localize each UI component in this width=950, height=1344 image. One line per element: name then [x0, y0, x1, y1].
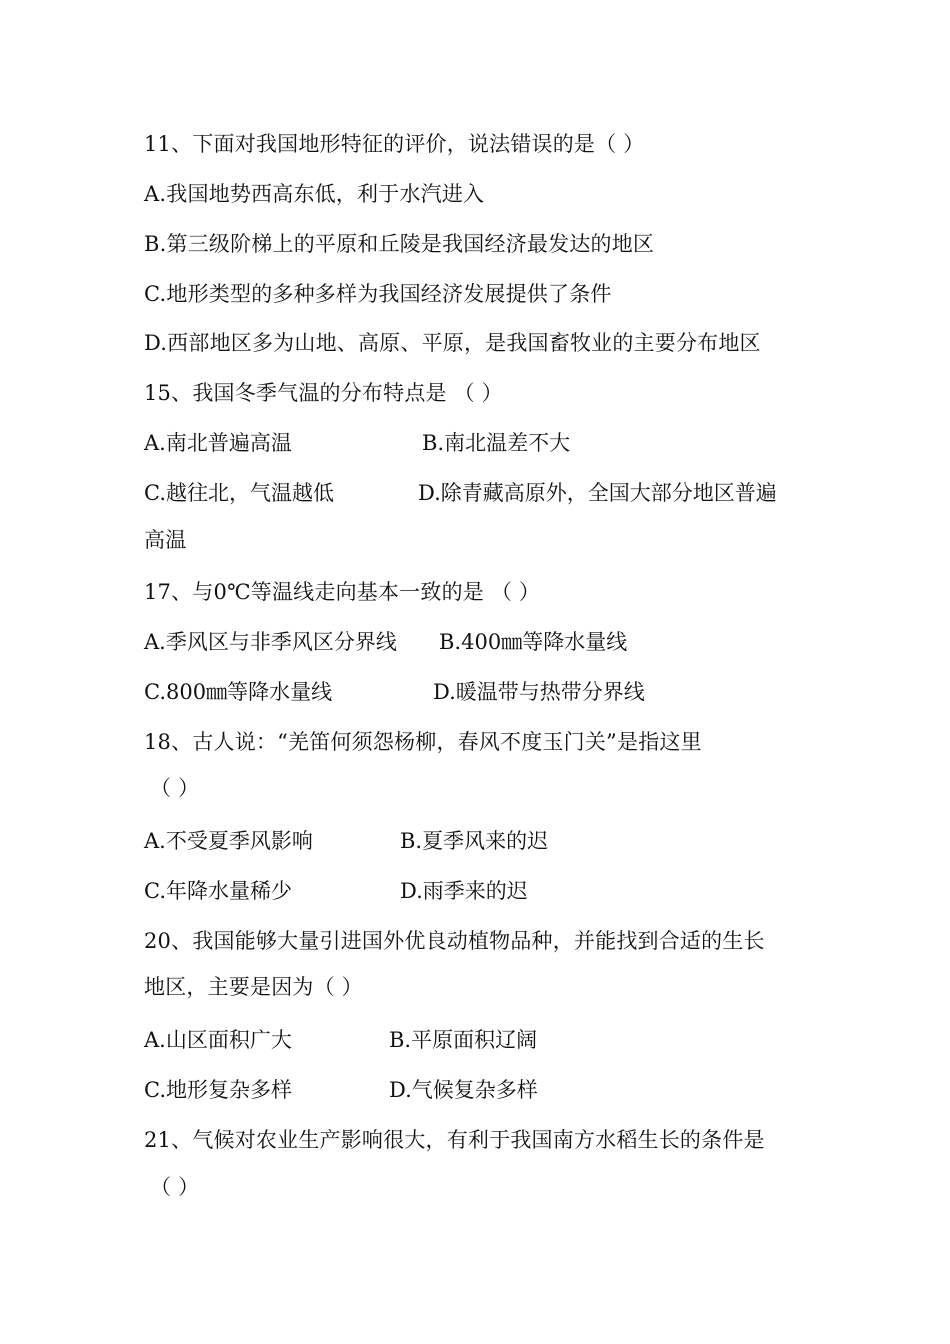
question-15-option-d-continued: 高温 — [144, 528, 187, 552]
question-11-option-b: B.第三级阶梯上的平原和丘陵是我国经济最发达的地区 — [144, 232, 655, 256]
question-17-option-c: C.800㎜等降水量线 — [144, 680, 333, 704]
question-18-option-a: A.不受夏季风影响 — [144, 829, 313, 853]
question-18-option-d: D.雨季来的迟 — [400, 879, 528, 903]
question-15-option-c: C.越往北，气温越低 — [144, 481, 334, 505]
question-15-option-d: D.除青藏高原外，全国大部分地区普遍 — [418, 481, 777, 505]
question-17-option-b: B.400㎜等降水量线 — [439, 630, 628, 654]
question-15-option-a: A.南北普遍高温 — [144, 431, 292, 455]
question-18-option-b: B.夏季风来的迟 — [400, 829, 549, 853]
question-17-stem: 17、与0℃等温线走向基本一致的是 （ ） — [144, 580, 541, 604]
question-18-option-c: C.年降水量稀少 — [144, 879, 292, 903]
question-20-option-d: D.气候复杂多样 — [389, 1078, 538, 1102]
question-21-stem-continued: （ ） — [150, 1175, 200, 1199]
question-20-option-a: A.山区面积广大 — [144, 1028, 292, 1052]
question-15-stem: 15、我国冬季气温的分布特点是 （ ） — [144, 381, 503, 405]
question-18-stem-continued: （ ） — [150, 776, 200, 800]
question-17-option-a: A.季风区与非季风区分界线 — [144, 630, 397, 654]
question-20-option-b: B.平原面积辽阔 — [389, 1028, 538, 1052]
question-15-option-b: B.南北温差不大 — [422, 431, 571, 455]
question-18-stem: 18、古人说：“羌笛何须怨杨柳，春风不度玉门关”是指这里 — [144, 730, 702, 754]
question-11-option-a: A.我国地势西高东低，利于水汽进入 — [144, 182, 485, 206]
question-21-stem: 21、气候对农业生产影响很大，有利于我国南方水稻生长的条件是 — [144, 1128, 765, 1152]
question-20-stem-continued: 地区，主要是因为（ ） — [144, 975, 363, 999]
question-17-option-d: D.暖温带与热带分界线 — [433, 680, 645, 704]
question-20-option-c: C.地形复杂多样 — [144, 1078, 292, 1102]
question-11-option-d: D.西部地区多为山地、高原、平原，是我国畜牧业的主要分布地区 — [144, 331, 761, 355]
question-11-stem: 11、下面对我国地形特征的评价，说法错误的是（ ） — [144, 132, 645, 156]
question-11-option-c: C.地形类型的多种多样为我国经济发展提供了条件 — [144, 282, 612, 306]
question-20-stem: 20、我国能够大量引进国外优良动植物品种，并能找到合适的生长 — [144, 929, 765, 953]
